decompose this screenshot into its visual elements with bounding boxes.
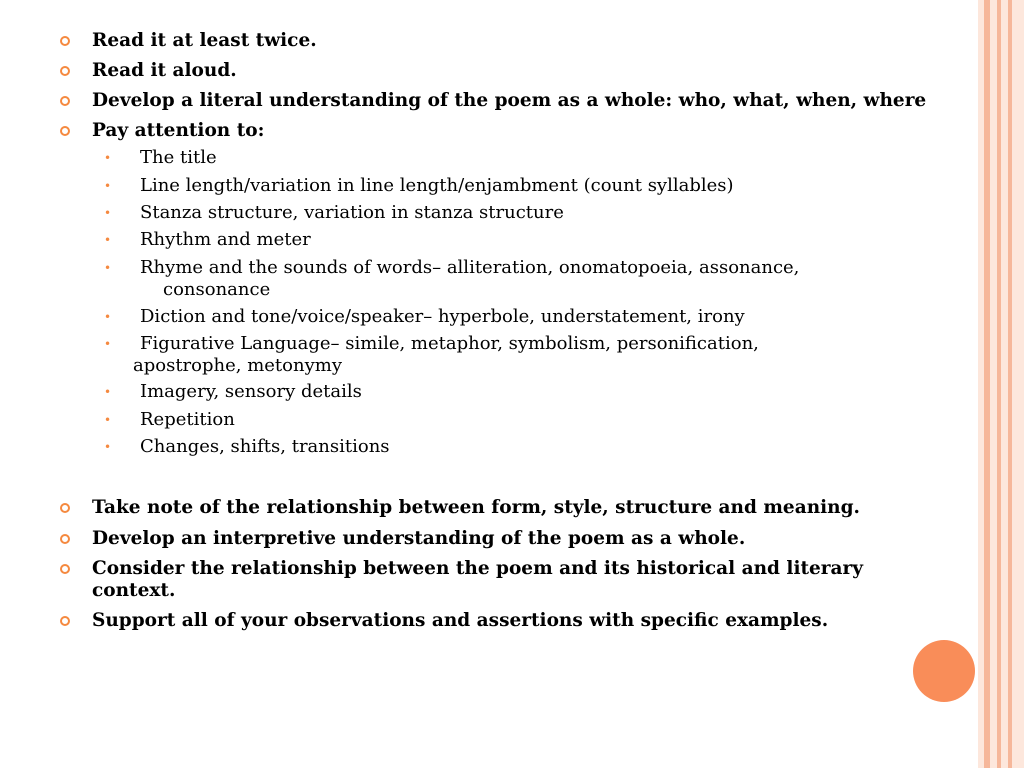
bullet-text: Consider the relationship between the poem and its historical and literary [92, 558, 864, 579]
bullet-item [60, 120, 960, 142]
circle-bullet-icon [60, 66, 70, 76]
sub-bullet-item [60, 436, 920, 458]
circle-bullet-icon [60, 616, 70, 626]
bullet-item [60, 90, 960, 112]
bullet-text: Read it aloud. [92, 60, 237, 81]
sub-bullet-text: Stanza structure, variation in stanza structure [140, 202, 564, 223]
circle-bullet-icon [60, 96, 70, 106]
bullet-text: Develop an interpretive understanding of the poem as a whole. [92, 528, 746, 549]
bullet-text: context. [92, 580, 176, 601]
sub-bullet-item [60, 175, 920, 197]
circle-bullet-icon [60, 36, 70, 46]
bullet-item [60, 610, 960, 632]
bullet-text: Support all of your observations and assertions with specific examples. [92, 610, 829, 631]
dot-bullet-icon: • [104, 179, 112, 193]
dot-bullet-icon: • [104, 233, 112, 247]
bullet-item [60, 60, 960, 82]
dot-bullet-icon: • [104, 261, 112, 275]
circle-bullet-icon [60, 534, 70, 544]
sub-bullet-item [60, 306, 920, 328]
dot-bullet-icon: • [104, 440, 112, 454]
dot-bullet-icon: • [104, 206, 112, 220]
bullet-text: Develop a literal understanding of the poem as a whole: who, what, when, where [92, 90, 927, 111]
dot-bullet-icon: • [104, 413, 112, 427]
sub-bullet-text: apostrophe, metonymy [133, 355, 343, 376]
dot-bullet-icon: • [104, 385, 112, 399]
sub-bullet-continuation [60, 279, 920, 301]
bullet-item [60, 558, 960, 580]
sub-bullet-text: Changes, shifts, transitions [140, 436, 390, 457]
sub-bullet-item [60, 147, 920, 169]
sub-bullet-text: consonance [163, 279, 271, 300]
sub-bullet-text: The title [140, 147, 217, 168]
sub-bullet-text: Repetition [140, 409, 235, 430]
sub-bullet-item [60, 257, 920, 279]
dot-bullet-icon: • [104, 310, 112, 324]
sub-bullet-text: Figurative Language– simile, metaphor, symbolism, personification, [140, 333, 759, 354]
dot-bullet-icon: • [104, 337, 112, 351]
sub-bullet-item [60, 202, 920, 224]
sub-bullet-text: Line length/variation in line length/enjambment (count syllables) [140, 175, 734, 196]
bullet-text: Read it at least twice. [92, 30, 317, 51]
circle-bullet-icon [60, 126, 70, 136]
bullet-text: Take note of the relationship between form, style, structure and meaning. [92, 497, 860, 518]
circle-bullet-icon [60, 503, 70, 513]
circle-bullet-icon [60, 564, 70, 574]
sub-bullet-item [60, 333, 920, 355]
sub-bullet-text: Rhythm and meter [140, 229, 311, 250]
decor-stripe [990, 0, 997, 768]
sub-bullet-text: Rhyme and the sounds of words– alliteration, onomatopoeia, assonance, [140, 257, 800, 278]
sub-bullet-text: Diction and tone/voice/speaker– hyperbole, understatement, irony [140, 306, 745, 327]
bullet-item [60, 497, 960, 519]
bullet-item [60, 30, 960, 52]
sub-bullet-text: Imagery, sensory details [140, 381, 362, 402]
bullet-text: Pay attention to: [92, 120, 265, 141]
sub-bullet-item [60, 409, 920, 431]
decor-stripe [1001, 0, 1008, 768]
dot-bullet-icon: • [104, 151, 112, 165]
sub-bullet-item [60, 381, 920, 403]
sub-bullet-continuation [60, 355, 920, 377]
sub-bullet-item [60, 229, 920, 251]
bullet-item [60, 528, 960, 550]
decor-stripe [1012, 0, 1024, 768]
bullet-continuation [60, 580, 960, 602]
accent-circle [913, 640, 975, 702]
